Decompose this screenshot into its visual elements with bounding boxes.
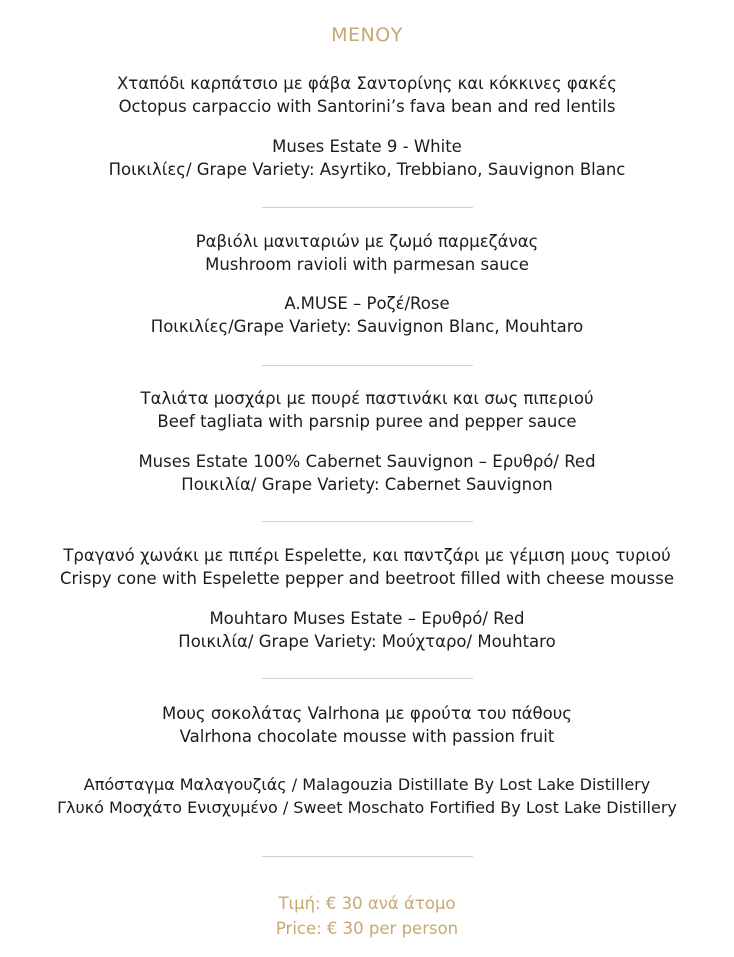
course-1-dish [0,72,734,118]
wine-name: A.MUSE – Ροζέ/Rose [284,294,450,313]
dish-greek: Τραγανό χωνάκι με πιπέρι Espelette, και παντζάρι με γέμιση μους τυριού [63,546,671,565]
section-divider [262,856,473,857]
digestif-1: Απόσταγμα Μαλαγουζιάς / Malagouzia Distillate By Lost Lake Distillery [83,775,651,794]
dish-greek: Ραβιόλι μανιταριών με ζωμό παρμεζάνας [195,232,539,251]
course-2-dish [0,230,734,276]
section-divider [262,521,473,522]
dish-greek: Χταπόδι καρπάτσιο με φάβα Σαντορίνης και κόκκινες φακές [117,74,617,93]
section-divider [262,207,473,208]
wine-variety: Ποικιλίες/ Grape Variety: Asyrtiko, Trebbiano, Sauvignon Blanc [108,160,626,179]
wine-name: Mouhtaro Muses Estate – Ερυθρό/ Red [209,609,525,628]
dish-english: Octopus carpaccio with Santorini’s fava bean and red lentils [118,97,616,116]
dish-english: Beef tagliata with parsnip puree and pepper sauce [157,412,577,431]
dish-english: Crispy cone with Espelette pepper and beetroot filled with cheese mousse [59,569,675,588]
wine-name: Muses Estate 100% Cabernet Sauvignon – Ερυθρό/ Red [138,452,596,471]
course-1-wine [0,135,734,181]
wine-variety: Ποικιλία/ Grape Variety: Μούχταρο/ Mouhtaro [178,632,556,651]
wine-variety: Ποικιλίες/Grape Variety: Sauvignon Blanc, Mouhtaro [150,317,584,336]
course-4-wine [0,607,734,653]
price-english: Price: € 30 per person [275,919,459,938]
course-4-dish [0,544,734,590]
dish-english: Mushroom ravioli with parmesan sauce [205,255,529,274]
dish-english: Valrhona chocolate mousse with passion fruit [179,727,555,746]
course-5-drinks [0,773,734,819]
dish-greek: Μους σοκολάτας Valrhona με φρούτα του πάθους [162,704,572,723]
course-2-wine [0,292,734,338]
wine-name: Muses Estate 9 - White [272,137,462,156]
course-3-dish [0,387,734,433]
course-3-wine [0,450,734,496]
section-divider [262,365,473,366]
menu-title: ΜΕΝΟΥ [331,24,403,46]
digestif-2: Γλυκό Μοσχάτο Ενισχυμένο / Sweet Moschato Fortified By Lost Lake Distillery [57,798,677,817]
dish-greek: Ταλιάτα μοσχάρι με πουρέ παστινάκι και σως πιπεριού [140,389,594,408]
wine-variety: Ποικιλία/ Grape Variety: Cabernet Sauvignon [181,475,553,494]
price-block [0,891,734,941]
price-greek: Τιμή: € 30 ανά άτομο [278,894,456,913]
section-divider [262,678,473,679]
course-5-dish [0,702,734,748]
